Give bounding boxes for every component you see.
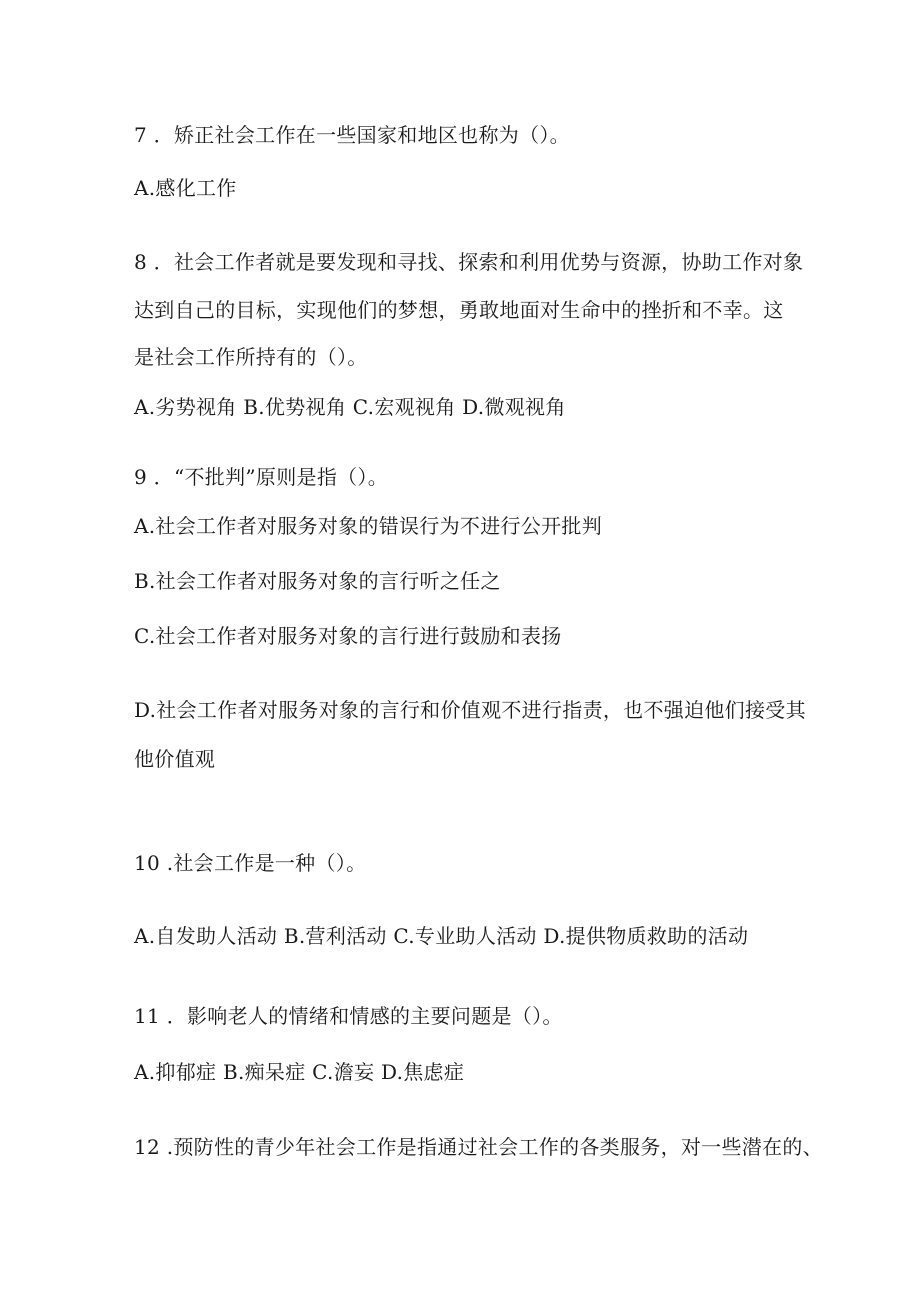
question-9-option-b: B.社会工作者对服务对象的言行听之任之: [134, 569, 501, 593]
question-9-option-a: A.社会工作者对服务对象的错误行为不进行公开批判: [134, 514, 603, 538]
question-9-option-d-line-1: D.社会工作者对服务对象的言行和价值观不进行指责，也不强迫他们接受其: [134, 698, 806, 722]
question-8-stem-line-1: 8 ．社会工作者就是要发现和寻找、探索和利用优势与资源，协助工作对象: [134, 250, 804, 274]
question-11-options: A.抑郁症 B.痴呆症 C.澹妄 D.焦虑症: [134, 1060, 465, 1084]
question-9-option-c: C.社会工作者对服务对象的言行进行鼓励和表扬: [134, 624, 562, 648]
question-7-option-a: A.感化工作: [134, 176, 237, 200]
question-8-stem-line-3: 是社会工作所持有的（）。: [134, 345, 368, 369]
question-9-option-d-line-2: 他价值观: [134, 747, 216, 771]
question-10-options: A.自发助人活动 B.营利活动 C.专业助人活动 D.提供物质救助的活动: [134, 924, 749, 948]
question-12-stem: 12 .预防性的青少年社会工作是指通过社会工作的各类服务，对一些潜在的、: [134, 1135, 823, 1159]
question-11-stem: 11 ．影响老人的情绪和情感的主要问题是（）。: [134, 1004, 563, 1028]
question-10-stem: 10 .社会工作是一种（）。: [134, 851, 367, 875]
question-8-options: A.劣势视角 B.优势视角 C.宏观视角 D.微观视角: [134, 395, 566, 419]
question-9-stem: 9 ．“不批判”原则是指（）。: [134, 465, 389, 489]
question-7-stem: 7 ．矫正社会工作在一些国家和地区也称为（）。: [134, 123, 570, 147]
question-8-stem-line-2: 达到自己的目标，实现他们的梦想，勇敢地面对生命中的挫折和不幸。这: [134, 298, 784, 322]
